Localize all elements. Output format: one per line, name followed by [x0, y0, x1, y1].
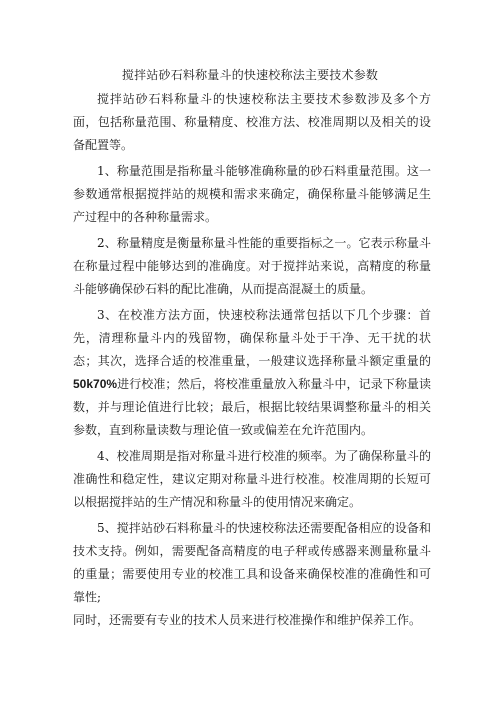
paragraph-personnel: 同时，还需要有专业的技术人员来进行校准操作和维护保养工作。: [73, 613, 422, 627]
percentage-range: 50k70%: [73, 377, 118, 391]
paragraph-intro: 搅拌站砂石料称量斗的快速校称法主要技术参数涉及多个方面，包括称量范围、称量精度、校准方法、校准周期以及相关的设备配置等。: [73, 92, 431, 152]
paragraph-weighing-range: 1、称量范围是指称量斗能够准确称量的砂石料重量范围。这一参数通常根据搅拌站的规模和需求来确定，确保称量斗能够满足生产过程中的各种称量需求。: [73, 164, 431, 224]
paragraph-equipment: 5、搅拌站砂石料称量斗的快速校称法还需要配备相应的设备和技术支持。例如，需要配备高精度的电子秤或传感器来测量称量斗的重量；需要使用专业的校准工具和设备来确保校准的准确性和可靠性;: [73, 521, 431, 604]
paragraph-weighing-accuracy: 2、称量精度是衡量称量斗性能的重要指标之一。它表示称量斗在称量过程中能够达到的准确度。对于搅拌站来说，高精度的称量斗能够确保砂石料的配比准确，从而提高混凝土的质量。: [73, 236, 431, 296]
paragraph-calibration-cycle: 4、校准周期是指对称量斗进行校准的频率。为了确保称量斗的准确性和稳定性，建议定期对称量斗进行校准。校准周期的长短可以根据搅拌站的生产情况和称量斗的使用情况来确定。: [73, 449, 431, 509]
document-title: 搅拌站砂石料称量斗的快速校称法主要技术参数: [121, 68, 379, 82]
paragraph-calibration-method: 3、在校准方法方面，快速校称法通常包括以下几个步骤：首先，清理称量斗内的残留物，确保称量斗处于干净、无干扰的状态；其次，选择合适的校准重量，一般建议选择称量斗额定重量的50k70%进行校准；然后，将校准重量放入称量斗中，记录下称量读数，并与理论值进行比较；最后，根据比较结果调整称量斗的相关参数，直到称量读数与理论值一致或偏差在允许范围内。: [73, 308, 431, 437]
document-body: [73, 88, 431, 635]
